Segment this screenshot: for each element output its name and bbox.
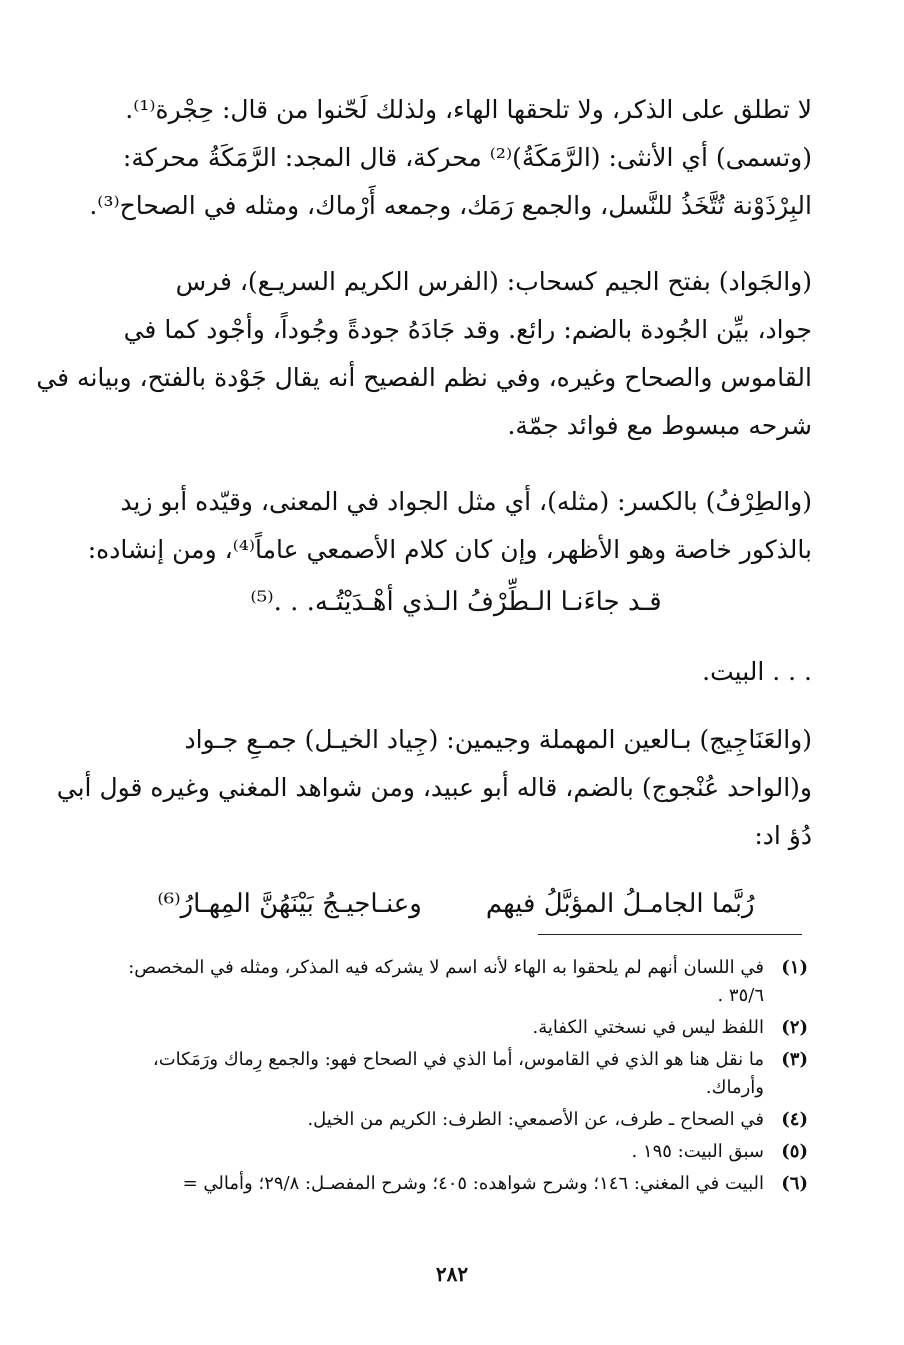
footnote-line: سبق البيت: ١٩٥ . bbox=[631, 1141, 764, 1162]
bayt-reference: . . . البيت. bbox=[702, 657, 812, 686]
footnote-line: وأرماك. bbox=[705, 1077, 764, 1098]
footnote-text bbox=[96, 954, 764, 1010]
footnote-text bbox=[96, 1138, 764, 1166]
footnote-item bbox=[96, 1046, 808, 1102]
footnote-text bbox=[96, 1106, 764, 1134]
poem-hemistich-second: وعنـاجيـجُ بَيْنَهُنَّ المِهـارُ⁽⁶⁾ bbox=[157, 889, 422, 919]
footnote-number: (١) bbox=[781, 957, 808, 978]
footnote-number: (٥) bbox=[781, 1141, 808, 1162]
footnote-item bbox=[96, 1170, 808, 1198]
paragraph-line: جواد، بيِّن الجُودة بالضم: رائع. وقد جَادَهُ جودةً وجُوداً، وأجْود كما في bbox=[123, 315, 812, 344]
paragraph-line: القاموس والصحاح وغيره، وفي نظم الفصيح أنه يقال جَوْدة بالفتح، وبيانه في bbox=[36, 363, 812, 392]
verse-quote: قـد جاءَنـا الـطِّرْفُ الـذي أهْـدَيْتُـه. . .⁽⁵⁾ bbox=[250, 587, 662, 617]
paragraph-4 bbox=[56, 716, 812, 860]
footnote-line: البيت في المغني: ١٤٦؛ وشرح شواهده: ٤٠٥؛ وشرح المفصـل: ٢٩/٨؛ وأمالي = bbox=[182, 1173, 764, 1194]
page-body bbox=[36, 86, 812, 928]
footnote-line: ما نقل هنا هو الذي في القاموس، أما الذي في الصحاح فهو: والجمع رِماك ورَمَكات، bbox=[152, 1049, 764, 1070]
paragraph-line: بالذكور خاصة وهو الأظهر، وإن كان كلام الأصمعي عاماً⁽⁴⁾، ومن إنشاده: bbox=[87, 535, 812, 564]
footnote-item bbox=[96, 954, 808, 1010]
page-number: ٢٨٢ bbox=[435, 1262, 469, 1286]
paragraph-line: (والجَواد) بفتح الجيم كسحاب: (الفرس الكريم السريـع)، فرس bbox=[175, 267, 812, 296]
footnote-line: في اللسان أنهم لم يلحقوا به الهاء لأنه اسم لا يشركه فيه المذكر، ومثله في المخصص: bbox=[128, 957, 764, 978]
paragraph-line: البِرْذَوْنة تُتَّخَذُ للنَّسل، والجمع رَمَك، وجمعه أَرْماك، ومثله في الصحاح⁽³⁾. bbox=[89, 191, 812, 220]
footnote-text bbox=[96, 1170, 764, 1198]
paragraph-3 bbox=[87, 478, 812, 574]
paragraph-line: لا تطلق على الذكر، ولا تلحقها الهاء، ولذلك لَحّنوا من قال: حِجْرة⁽¹⁾. bbox=[125, 95, 812, 124]
poem-verse bbox=[100, 880, 812, 928]
footnote-item bbox=[96, 1138, 808, 1166]
paragraph-2 bbox=[36, 258, 812, 450]
footnote-line: في الصحاح ـ طرف، عن الأصمعي: الطرف: الكريم من الخيل. bbox=[307, 1109, 764, 1130]
footnote-number: (٦) bbox=[781, 1173, 808, 1194]
paragraph-line: (والطِرْفُ) بالكسر: (مثله)، أي مثل الجواد في المعنى، وقيّده أبو زيد bbox=[120, 487, 812, 516]
footnote-item bbox=[96, 1106, 808, 1134]
footnote-text bbox=[96, 1014, 764, 1042]
paragraph-line: دُؤ اد: bbox=[754, 821, 812, 850]
paragraph-line: (والعَنَاجِيج) بـالعين المهملة وجيمين: (جِياد الخيـل) جمـعِ جـواد bbox=[184, 725, 812, 754]
footnote-number: (٣) bbox=[781, 1049, 808, 1070]
footnote-line: ٣٥/٦ . bbox=[717, 985, 764, 1006]
paragraph-line: و(الواحد عُنْجوج) بالضم، قاله أبو عبيد، ومن شواهد المغني وغيره قول أبي bbox=[56, 773, 812, 802]
paragraph-line: شرحه مبسوط مع فوائد جمّة. bbox=[507, 411, 812, 440]
footnote-line: اللفظ ليس في نسختي الكفاية. bbox=[532, 1017, 764, 1038]
footnote-number: (٢) bbox=[781, 1017, 808, 1038]
footnote-number: (٤) bbox=[781, 1109, 808, 1130]
footnotes bbox=[96, 954, 808, 1202]
paragraph-1 bbox=[89, 86, 812, 230]
poem-hemistich-first: رُبَّما الجامـلُ المؤبَّلُ فيهم bbox=[485, 889, 755, 919]
footnote-separator bbox=[538, 934, 802, 935]
footnote-text bbox=[96, 1046, 764, 1102]
footnote-item bbox=[96, 1014, 808, 1042]
paragraph-line: (وتسمى) أي الأنثى: (الرَّمَكَةُ)⁽²⁾ محركة، قال المجد: الرَّمَكَةُ محركة: bbox=[122, 143, 812, 172]
